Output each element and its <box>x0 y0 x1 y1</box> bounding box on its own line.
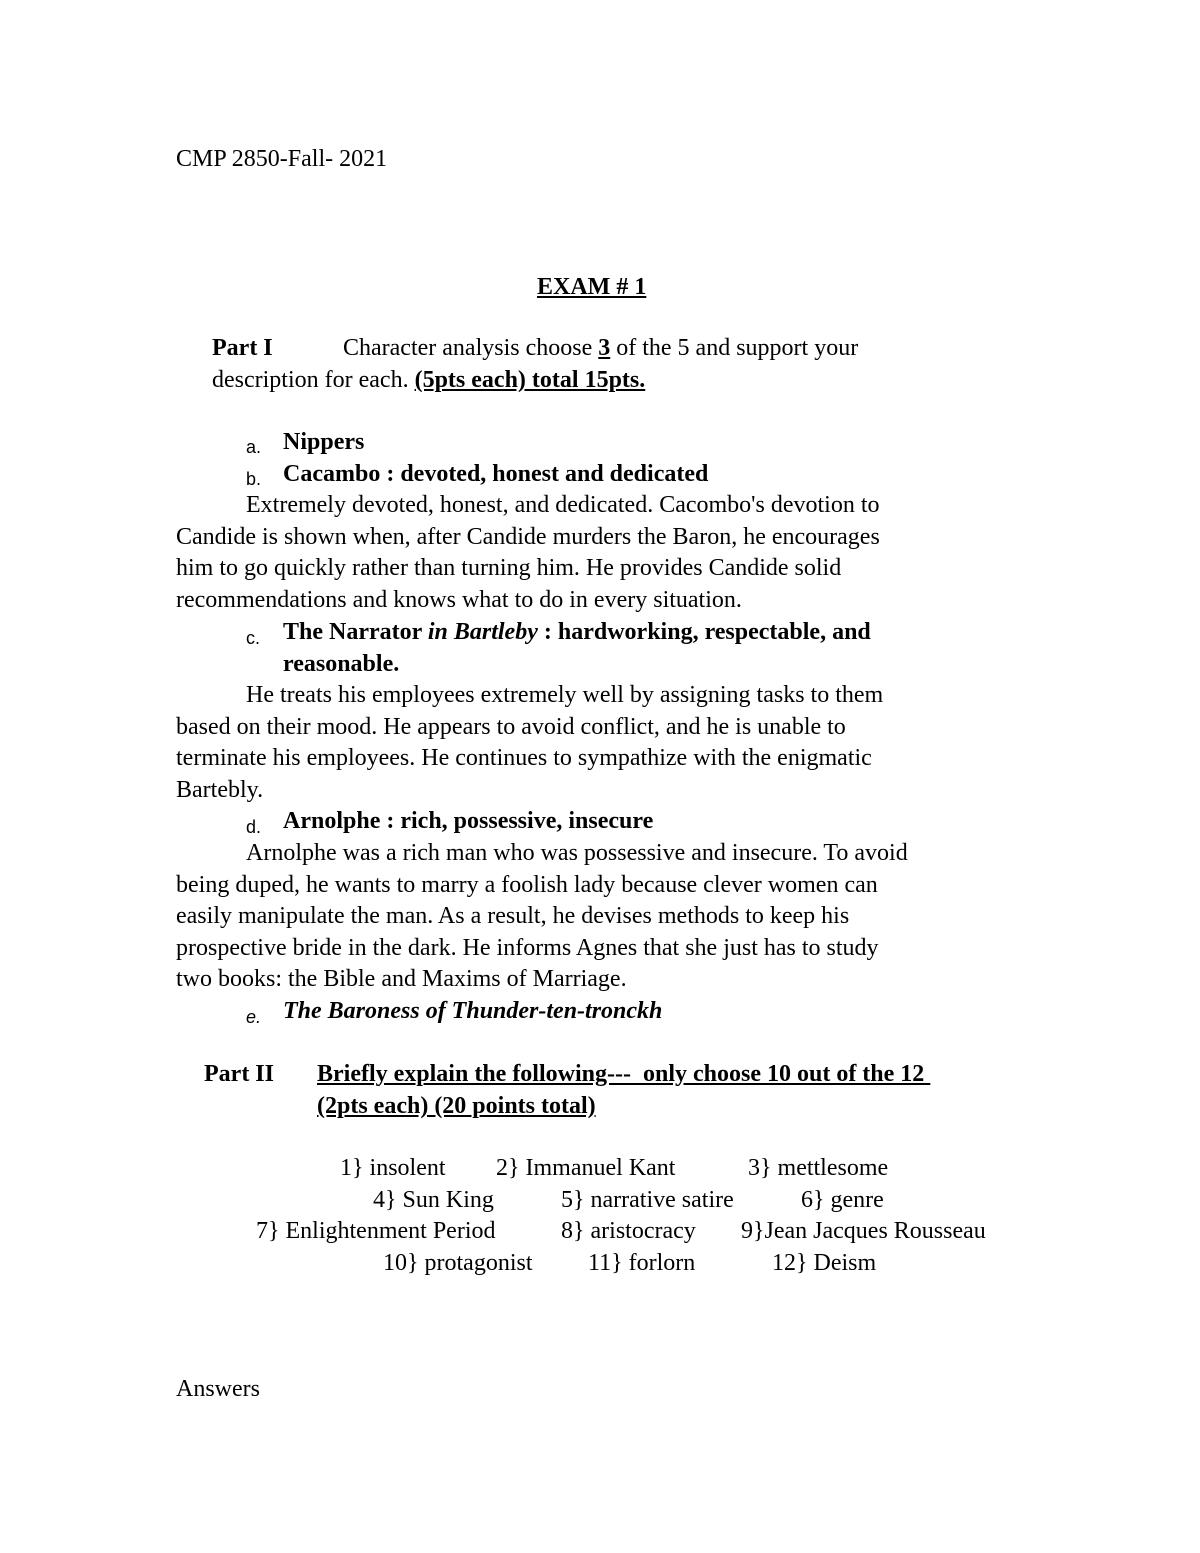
term-item: 4} Sun King <box>373 1187 494 1213</box>
item-a-title: Nippers <box>283 429 365 455</box>
part1-instr-text: Character analysis choose <box>343 335 593 361</box>
item-b-line: him to go quickly rather than turning him. He provides Candide solid <box>176 555 842 581</box>
part1-instructions-line2 <box>212 365 645 397</box>
term-item: 6} genre <box>801 1187 884 1213</box>
part1-instructions <box>343 333 858 365</box>
item-c-title-work: in Bartleby <box>427 619 538 645</box>
answers-heading: Answers <box>176 1376 260 1402</box>
item-d-marker: d. <box>246 817 262 837</box>
item-b-line: Candide is shown when, after Candide murders the Baron, he encourages <box>176 524 880 550</box>
item-d-line: prospective bride in the dark. He informs Agnes that she just has to study <box>176 935 879 961</box>
part2-instructions-line2: (2pts each) (20 points total) <box>317 1093 596 1119</box>
term-item: 10} protagonist <box>383 1250 533 1276</box>
item-d-line: being duped, he wants to marry a foolish lady because clever women can <box>176 872 878 898</box>
part1-instr-line2-text: description for each. <box>212 367 409 393</box>
item-b-line: Extremely devoted, honest, and dedicated. Cacombo's devotion to <box>246 492 880 518</box>
part2-instructions: Briefly explain the following--- only choose 10 out of the 12 <box>317 1061 931 1087</box>
item-c-title-line2: reasonable. <box>283 651 400 677</box>
item-b-marker: b. <box>246 469 262 489</box>
item-c-title-name: The Narrator <box>283 619 422 645</box>
item-d-line: two books: the Bible and Maxims of Marriage. <box>176 966 627 992</box>
item-c-title <box>283 617 871 649</box>
part1-instr-text-2: of the 5 and support your <box>616 335 859 361</box>
term-item: 11} forlorn <box>588 1250 696 1276</box>
item-c-line: terminate his employees. He continues to sympathize with the enigmatic <box>176 745 872 771</box>
term-item: 5} narrative satire <box>561 1187 734 1213</box>
item-e-marker: e. <box>246 1007 262 1027</box>
item-d-line: Arnolphe was a rich man who was possessive and insecure. To avoid <box>246 840 908 866</box>
item-b-title: Cacambo : devoted, honest and dedicated <box>283 461 709 487</box>
part1-points: (5pts each) total 15pts. <box>414 367 646 393</box>
exam-title: EXAM # 1 <box>537 274 647 300</box>
part1-label: Part I <box>212 335 273 361</box>
item-c-marker: c. <box>246 628 261 648</box>
item-b-line: recommendations and knows what to do in every situation. <box>176 587 742 613</box>
term-item: 2} Immanuel Kant <box>496 1155 676 1181</box>
item-d-title: Arnolphe : rich, possessive, insecure <box>283 808 654 834</box>
term-item: 7} Enlightenment Period <box>256 1218 496 1244</box>
item-a-marker: a. <box>246 437 262 457</box>
course-header: CMP 2850-Fall- 2021 <box>176 146 388 172</box>
term-item: 9}Jean Jacques Rousseau <box>741 1218 986 1244</box>
item-c-line: Bartebly. <box>176 777 264 803</box>
term-item: 1} insolent <box>340 1155 446 1181</box>
item-d-line: easily manipulate the man. As a result, he devises methods to keep his <box>176 903 850 929</box>
term-item: 8} aristocracy <box>561 1218 696 1244</box>
item-c-line: based on their mood. He appears to avoid conflict, and he is unable to <box>176 714 846 740</box>
part1-choose-count: 3 <box>598 335 611 361</box>
item-c-line: He treats his employees extremely well by assigning tasks to them <box>246 682 884 708</box>
term-item: 12} Deism <box>772 1250 877 1276</box>
item-e-title: The Baroness of Thunder-ten-tronckh <box>283 998 663 1024</box>
item-c-title-traits: : hardworking, respectable, and <box>543 619 871 645</box>
part2-label: Part II <box>204 1061 274 1087</box>
term-item: 3} mettlesome <box>748 1155 889 1181</box>
